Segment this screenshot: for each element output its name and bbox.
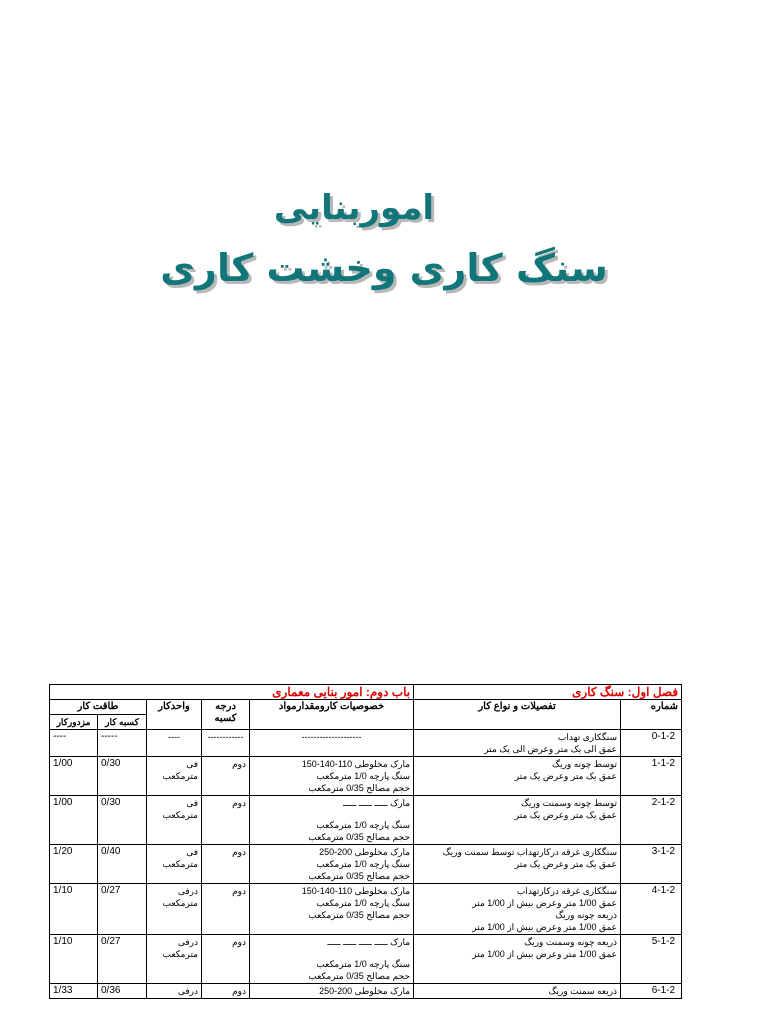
table-body xyxy=(50,730,682,999)
table-row xyxy=(50,845,682,884)
details-line: عمق یک متر وعرض یک متر xyxy=(514,771,618,781)
details-line: عمق یک متر وعرض یک متر xyxy=(514,859,618,869)
unit-line: مترمکعب xyxy=(162,771,198,781)
details-cell xyxy=(414,757,621,796)
table-row xyxy=(50,884,682,935)
row-number-cell: 1-1-2 xyxy=(621,757,682,796)
specs-line: سنگ پارچه 1/0 مترمکعب xyxy=(316,898,411,908)
specs-line: حجم مصالح 0/35 مترمکعب xyxy=(308,971,411,981)
unit-cell xyxy=(147,984,202,999)
table-row xyxy=(50,730,682,757)
unit-line: مترمکعب xyxy=(162,859,198,869)
laborer-header: مزدورکار xyxy=(50,715,98,730)
unit-cell xyxy=(147,796,202,845)
section-heading: باب دوم: امور بنایی معماری xyxy=(50,685,414,700)
laborer-cell: 1/10 xyxy=(50,935,98,984)
specs-line xyxy=(253,948,410,958)
unit-line: مترمکعب xyxy=(162,949,198,959)
mason-header: کسبه کار xyxy=(98,715,147,730)
details-line: ذریعه سمنت وریگ xyxy=(548,986,618,996)
mason-cell: 0/27 xyxy=(98,935,147,984)
mason-cell: 0/36 xyxy=(98,984,147,999)
table-row xyxy=(50,935,682,984)
chapter-heading: فصل اول: سنگ کاری xyxy=(414,685,682,700)
unit-cell xyxy=(147,845,202,884)
grade-header: درجه کسبه xyxy=(202,700,250,730)
specs-line: حجم مصالح 0/35 مترمکعب xyxy=(308,910,411,920)
specs-line: مارک مخلوطی 200-250 xyxy=(319,986,411,996)
capacity-header: طاقت کار xyxy=(50,700,147,715)
details-line: عمق یک متر وعرض یک متر xyxy=(514,810,618,820)
details-line: ذریعه چونه وسمنت وریگ xyxy=(524,937,618,947)
specs-cell xyxy=(250,796,414,845)
mason-cell: 0/40 xyxy=(98,845,147,884)
details-line: عمق الی یک متر وعرض الی یک متر xyxy=(484,744,618,754)
unit-line: درفی xyxy=(177,886,198,896)
details-header: تفصیلات و نواع کار xyxy=(414,700,621,730)
unit-cell xyxy=(147,730,202,757)
specs-line: مارک ـــــ ـــــ ـــــ ـــــ xyxy=(327,937,411,947)
details-cell xyxy=(414,730,621,757)
laborer-cell: 1/10 xyxy=(50,884,98,935)
specs-line: سنگ پارچه 1/0 مترمکعب xyxy=(316,859,411,869)
details-line: عمق 1/00 متر وعرض بیش از 1/00 متر xyxy=(472,922,618,932)
specs-line: حجم مصالح 0/35 مترمکعب xyxy=(308,783,411,793)
unit-line: فی xyxy=(186,759,198,769)
specs-line xyxy=(253,809,410,819)
details-cell xyxy=(414,845,621,884)
unit-line: فی xyxy=(186,847,198,857)
specs-cell xyxy=(250,935,414,984)
mason-cell: ----- xyxy=(98,730,147,757)
laborer-cell: 1/20 xyxy=(50,845,98,884)
details-line: سنگکاری غرقه درکارتهداب xyxy=(516,886,618,896)
specs-line: سنگ پارچه 1/0 مترمکعب xyxy=(316,771,411,781)
specs-line: -------------------- xyxy=(301,732,362,742)
details-line: سنگکاری تهداب xyxy=(557,732,618,742)
grade-cell: دوم xyxy=(202,845,250,884)
grade-cell: دوم xyxy=(202,884,250,935)
row-number-cell: 4-1-2 xyxy=(621,884,682,935)
laborer-cell: 1/00 xyxy=(50,796,98,845)
mason-cell: 0/30 xyxy=(98,796,147,845)
specs-line: سنگ پارچه 1/0 مترمکعب xyxy=(316,959,411,969)
unit-line: درفی xyxy=(177,986,198,996)
title-line-2: سنگ کاری وخشت کاری xyxy=(160,246,608,290)
mason-cell: 0/27 xyxy=(98,884,147,935)
details-cell xyxy=(414,984,621,999)
row-number-cell: 3-1-2 xyxy=(621,845,682,884)
details-line: عمق 1/00 متر وعرض بیش از 1/00 متر xyxy=(472,898,618,908)
specs-line: مارک مخلوطی 110-140-150 xyxy=(301,759,411,769)
work-rates-table xyxy=(49,684,682,999)
grade-cell: دوم xyxy=(202,935,250,984)
specs-cell xyxy=(250,984,414,999)
specs-line: مارک مخلوطی 200-250 xyxy=(319,847,411,857)
details-line: سنگکاری غرقه درکارتهداب توسط سمنت وریگ xyxy=(442,847,618,857)
laborer-cell: 1/00 xyxy=(50,757,98,796)
grade-cell: ------------ xyxy=(202,730,250,757)
specs-line: حجم مصالح 0/35 مترمکعب xyxy=(308,871,411,881)
details-line: ذریعه چونه وریگ xyxy=(555,910,618,920)
details-cell xyxy=(414,796,621,845)
unit-line: مترمکعب xyxy=(162,898,198,908)
specs-line: مارک مخلوطی 110-140-150 xyxy=(301,886,411,896)
row-number-cell: 5-1-2 xyxy=(621,935,682,984)
unit-line: ---- xyxy=(168,732,180,742)
unit-cell xyxy=(147,935,202,984)
unit-line: مترمکعب xyxy=(162,810,198,820)
number-header: شماره xyxy=(621,700,682,730)
details-line: توسط چونه وسمنت وریگ xyxy=(520,798,618,808)
specs-line: حجم مصالح 0/35 مترمکعب xyxy=(308,832,411,842)
grade-cell: دوم xyxy=(202,984,250,999)
specs-cell xyxy=(250,845,414,884)
unit-header: واحدکار xyxy=(147,700,202,730)
table-row xyxy=(50,984,682,999)
row-number-cell: 6-1-2 xyxy=(621,984,682,999)
row-number-cell: 0-1-2 xyxy=(621,730,682,757)
unit-cell xyxy=(147,884,202,935)
specs-cell xyxy=(250,730,414,757)
specs-cell xyxy=(250,757,414,796)
specs-cell xyxy=(250,884,414,935)
mason-cell: 0/30 xyxy=(98,757,147,796)
specs-line: سنگ پارچه 1/0 مترمکعب xyxy=(316,820,411,830)
grade-cell: دوم xyxy=(202,757,250,796)
details-cell xyxy=(414,935,621,984)
laborer-cell: 1/33 xyxy=(50,984,98,999)
specs-line: مارک ـــــ ـــــ ـــــ xyxy=(343,798,411,808)
table-row xyxy=(50,757,682,796)
grade-cell: دوم xyxy=(202,796,250,845)
details-line: عمق 1/00 متر وعرض بیش از 1/00 متر xyxy=(472,949,618,959)
details-line: توسط چونه وریگ xyxy=(552,759,618,769)
table-row xyxy=(50,796,682,845)
details-cell xyxy=(414,884,621,935)
unit-line: فی xyxy=(186,798,198,808)
specs-header: خصوصیات کارومقدارمواد xyxy=(250,700,414,730)
row-number-cell: 2-1-2 xyxy=(621,796,682,845)
title-line-1: اموربنایی xyxy=(273,188,435,228)
laborer-cell: ---- xyxy=(50,730,98,757)
unit-cell xyxy=(147,757,202,796)
unit-line: درفی xyxy=(177,937,198,947)
